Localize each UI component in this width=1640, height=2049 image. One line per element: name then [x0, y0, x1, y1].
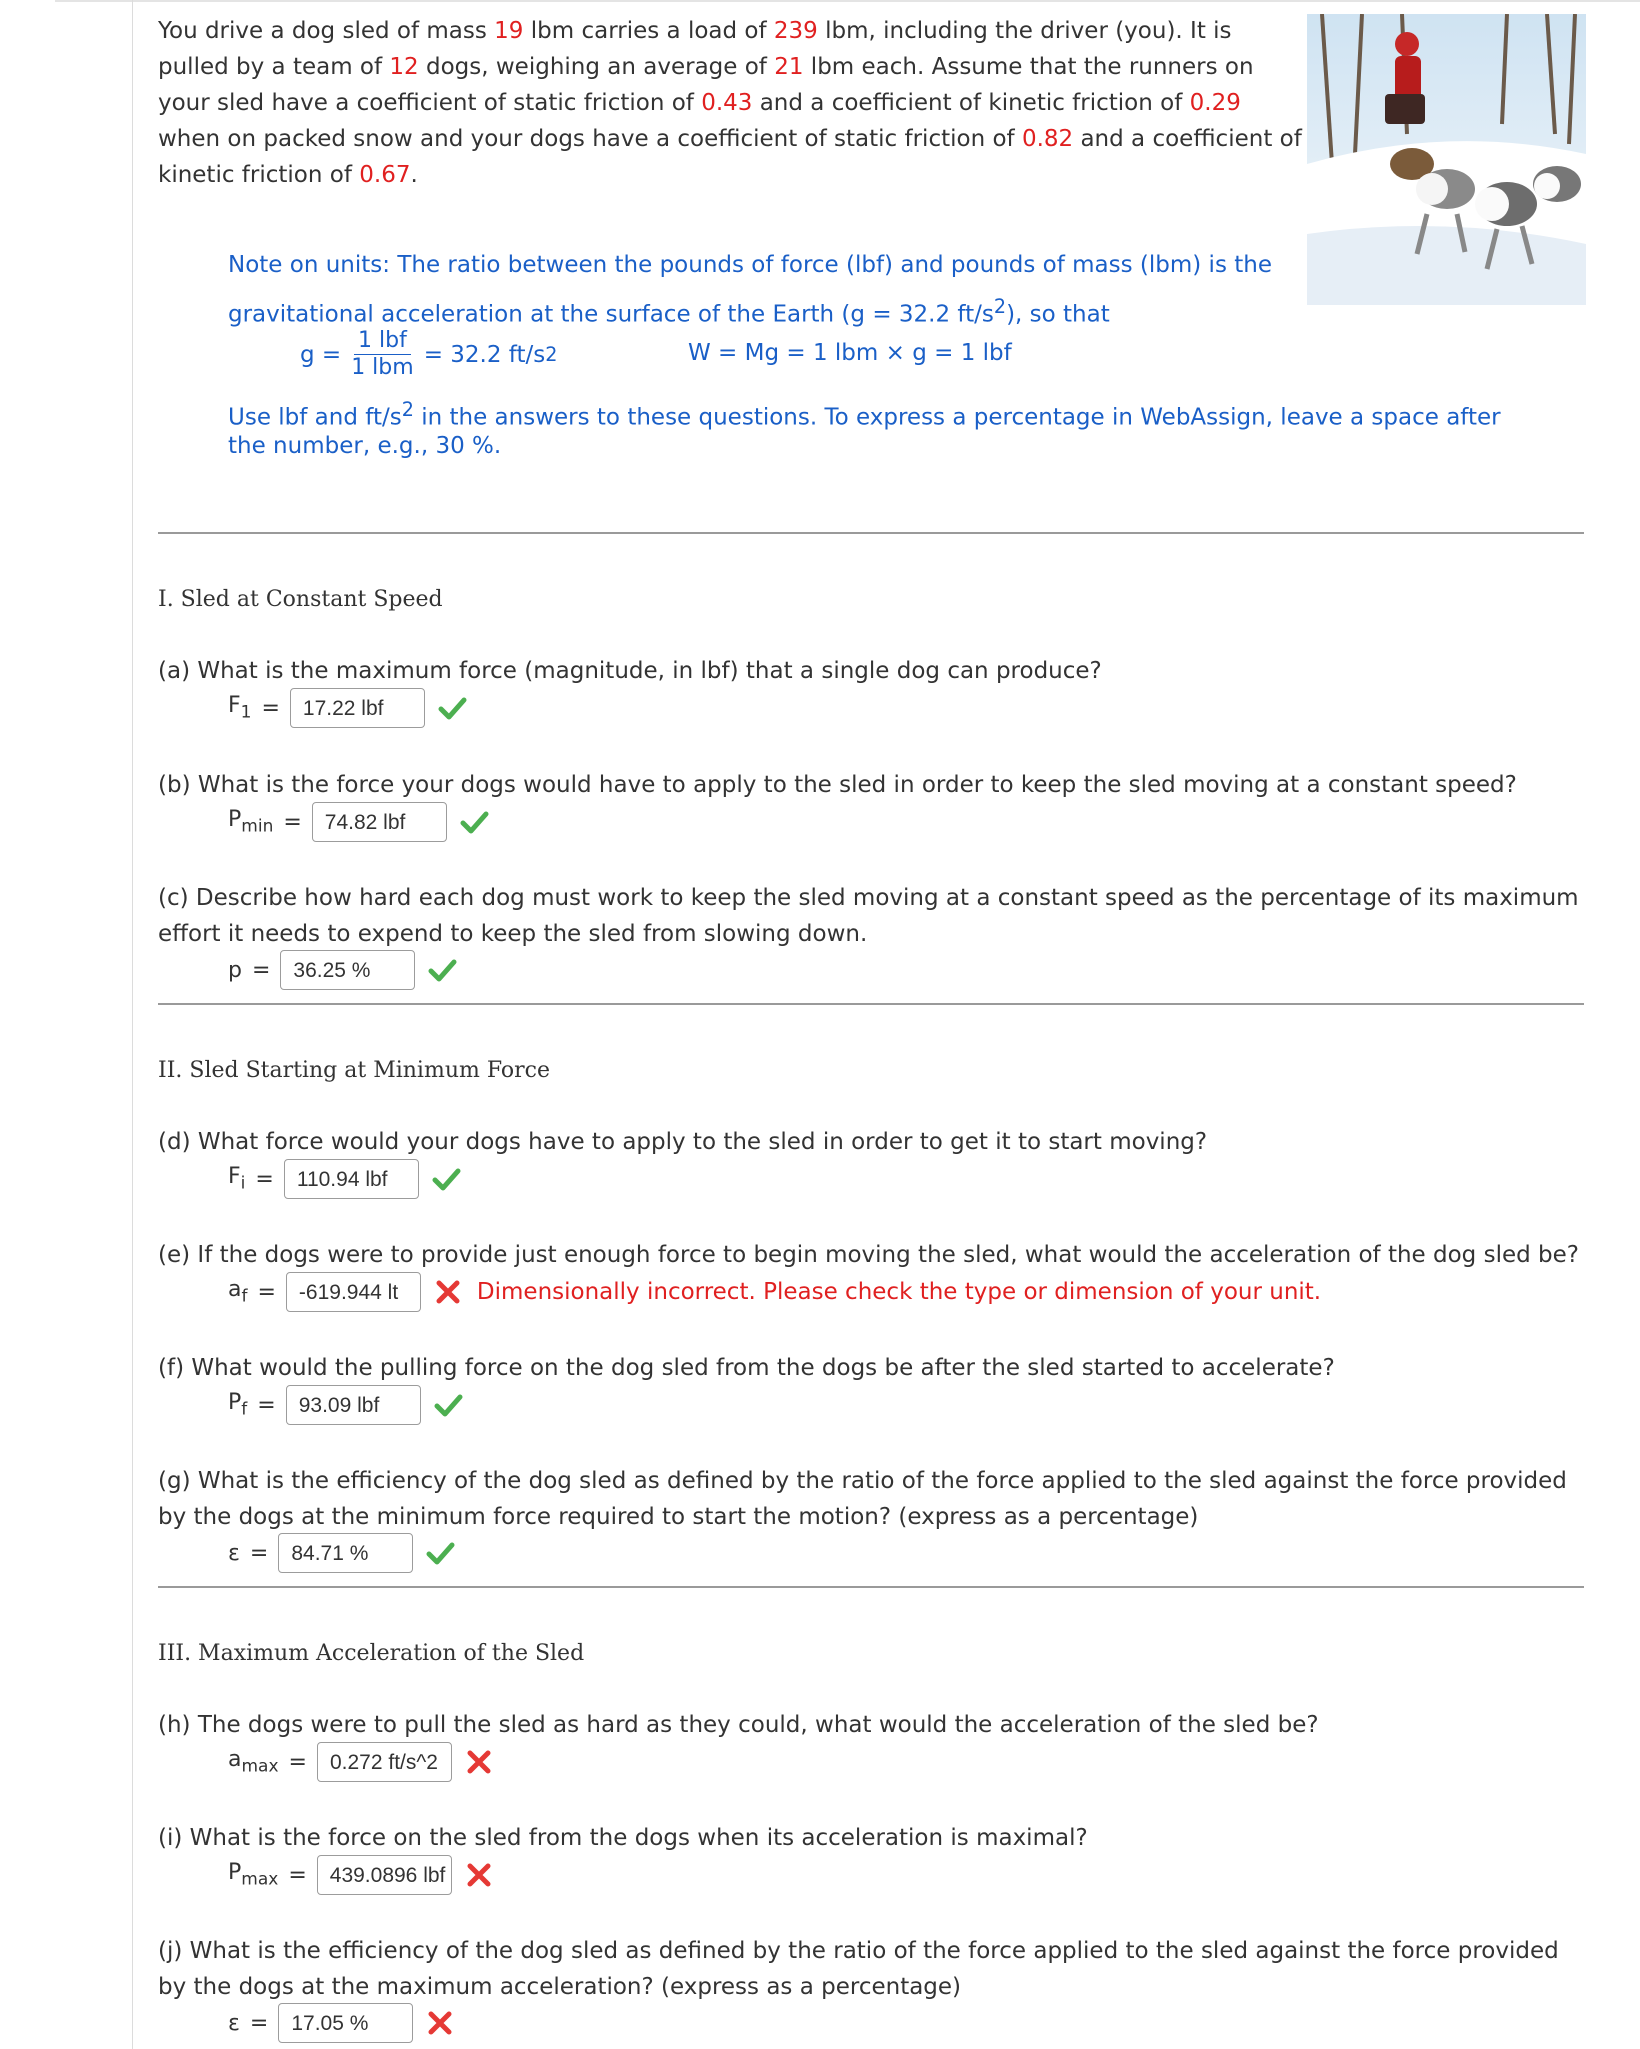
error-message: Dimensionally incorrect. Please check the type or dimension of your unit. — [476, 1279, 1322, 1305]
cross-icon — [425, 2008, 455, 2038]
section-heading: III. Maximum Acceleration of the Sled — [158, 1641, 585, 1666]
check-icon — [437, 693, 467, 723]
answer-input[interactable]: 74.82 lbf — [312, 802, 447, 842]
question-d: (d) What force would your dogs have to apply to the sled in order to get it to start moving? — [158, 1129, 1208, 1155]
section-heading: II. Sled Starting at Minimum Force — [158, 1058, 551, 1083]
cross-icon — [433, 1277, 463, 1307]
cross-icon — [464, 1860, 494, 1890]
answer-row-d: $F_i$ = 110.94 lbf — [228, 1159, 461, 1199]
given-load-mass: 239 — [773, 18, 818, 44]
answer-input[interactable]: 439.0896 lbf — [317, 1855, 452, 1895]
answer-row-e: $a_f$ = -619.944 lt Dimensionally incorrect. Please check the type or dimension of your unit. — [228, 1272, 1321, 1312]
section-divider — [158, 532, 1584, 534]
answer-row-i: $P_{max}$ = 439.0896 lbf — [228, 1855, 494, 1895]
variable-label: $P_{min}$ — [228, 807, 274, 837]
check-icon — [427, 955, 457, 985]
page-left-border — [132, 0, 133, 2049]
cross-icon — [464, 1747, 494, 1777]
question-g: (g) What is the efficiency of the dog sled as defined by the ratio of the force applied to the sled against the force provided by the dogs at the minimum force required to start the motion? (express as a percentage) — [158, 1468, 1567, 1530]
section-divider — [158, 1003, 1584, 1005]
answer-input[interactable]: -619.944 lt — [286, 1272, 421, 1312]
question-e: (e) If the dogs were to provide just enough force to begin moving the sled, what would the acceleration of the dog sled be? — [158, 1242, 1579, 1268]
given-runner-kinetic: 0.29 — [1189, 90, 1241, 116]
question-a: (a) What is the maximum force (magnitude, in lbf) that a single dog can produce? — [158, 658, 1102, 684]
units-note-line2: gravitational acceleration at the surface of the Earth (g = 32.2 $ft/s^2$), so that — [228, 295, 1110, 328]
answer-row-g: ε = 84.71 % — [228, 1533, 455, 1573]
section-heading: I. Sled at Constant Speed — [158, 587, 443, 612]
husky-sled-photo — [1307, 14, 1586, 305]
given-sled-mass: 19 — [494, 18, 524, 44]
variable-label: $a_{max}$ — [228, 1747, 279, 1777]
variable-label: ε — [228, 2010, 240, 2036]
check-icon — [459, 807, 489, 837]
question-i: (i) What is the force on the sled from the dogs when its acceleration is maximal? — [158, 1825, 1088, 1851]
given-dog-static: 0.82 — [1021, 126, 1074, 152]
answer-row-j: ε = 17.05 % — [228, 2003, 455, 2043]
section-divider — [158, 1586, 1584, 1588]
answer-row-b: $P_{min}$ = 74.82 lbf — [228, 802, 489, 842]
variable-label: $P_{max}$ — [228, 1860, 279, 1890]
answer-input[interactable]: 17.05 % — [278, 2003, 413, 2043]
variable-label: p — [228, 957, 242, 983]
units-note-line3: Use lbf and $ft/s^2$ in the answers to these questions. To express a percentage in WebAssign, leave a space after — [228, 398, 1501, 431]
answer-row-h: $a_{max}$ = 0.272 ft/s^2 — [228, 1742, 494, 1782]
answer-input[interactable]: 36.25 % — [280, 950, 415, 990]
question-f: (f) What would the pulling force on the dog sled from the dogs be after the sled started to accelerate? — [158, 1355, 1335, 1381]
variable-label: $F_1$ — [228, 693, 252, 723]
weight-formula: W = Mg = 1 lbm × g = 1 lbf — [688, 340, 1012, 366]
answer-row-c: p = 36.25 % — [228, 950, 457, 990]
answer-row-f: $P_f$ = 93.09 lbf — [228, 1385, 463, 1425]
answer-input[interactable]: 17.22 lbf — [290, 688, 425, 728]
given-dog-kinetic: 0.67 — [359, 162, 411, 188]
answer-input[interactable]: 84.71 % — [278, 1533, 413, 1573]
variable-label: $F_i$ — [228, 1164, 246, 1194]
variable-label: $a_f$ — [228, 1277, 248, 1307]
question-j: (j) What is the efficiency of the dog sled as defined by the ratio of the force applied to the sled against the force provided by the dogs at the maximum acceleration? (express as a percentage) — [158, 1938, 1559, 2000]
answer-row-a: $F_1$ = 17.22 lbf — [228, 688, 467, 728]
check-icon — [425, 1538, 455, 1568]
page-top-border — [55, 0, 1640, 2]
given-runner-static: 0.43 — [701, 90, 753, 116]
answer-input[interactable]: 110.94 lbf — [284, 1159, 419, 1199]
given-dog-count: 12 — [389, 54, 419, 80]
answer-input[interactable]: 0.272 ft/s^2 — [317, 1742, 452, 1782]
check-icon — [433, 1390, 463, 1420]
question-b: (b) What is the force your dogs would have to apply to the sled in order to keep the sled moving at a constant speed? — [158, 772, 1517, 798]
variable-label: $P_f$ — [228, 1390, 248, 1420]
units-note-line1: Note on units: The ratio between the pounds of force (lbf) and pounds of mass (lbm) is the — [228, 252, 1272, 278]
answer-input[interactable]: 93.09 lbf — [286, 1385, 421, 1425]
given-dog-weight: 21 — [774, 54, 804, 80]
question-c: (c) Describe how hard each dog must work to keep the sled moving at a constant speed as the percentage of its maximum effort it needs to expend to keep the sled from slowing down. — [158, 885, 1579, 947]
g-formula: g = $\frac{\text{1 lbf}}{\text{1 lbm}}$ = 32.2 ft/s 2 — [300, 328, 558, 380]
units-note-line4: the number, e.g., 30 %. — [228, 433, 502, 459]
problem-statement: You drive a dog sled of mass 19 lbm carries a load of 239 lbm, including the driver (you). It is pulled by a team of 12 dogs, weighing an average of 21 lbm each. Assume that the runners on your sled have a coefficient of static friction of 0.43 and a coefficient of kinetic friction of 0.29 when on packed snow and your dogs have a coefficient of static friction of 0.82 and a coefficient of kinetic friction of 0.67. — [158, 18, 1302, 188]
check-icon — [431, 1164, 461, 1194]
variable-label: ε — [228, 1540, 240, 1566]
question-h: (h) The dogs were to pull the sled as hard as they could, what would the acceleration of the sled be? — [158, 1712, 1319, 1738]
